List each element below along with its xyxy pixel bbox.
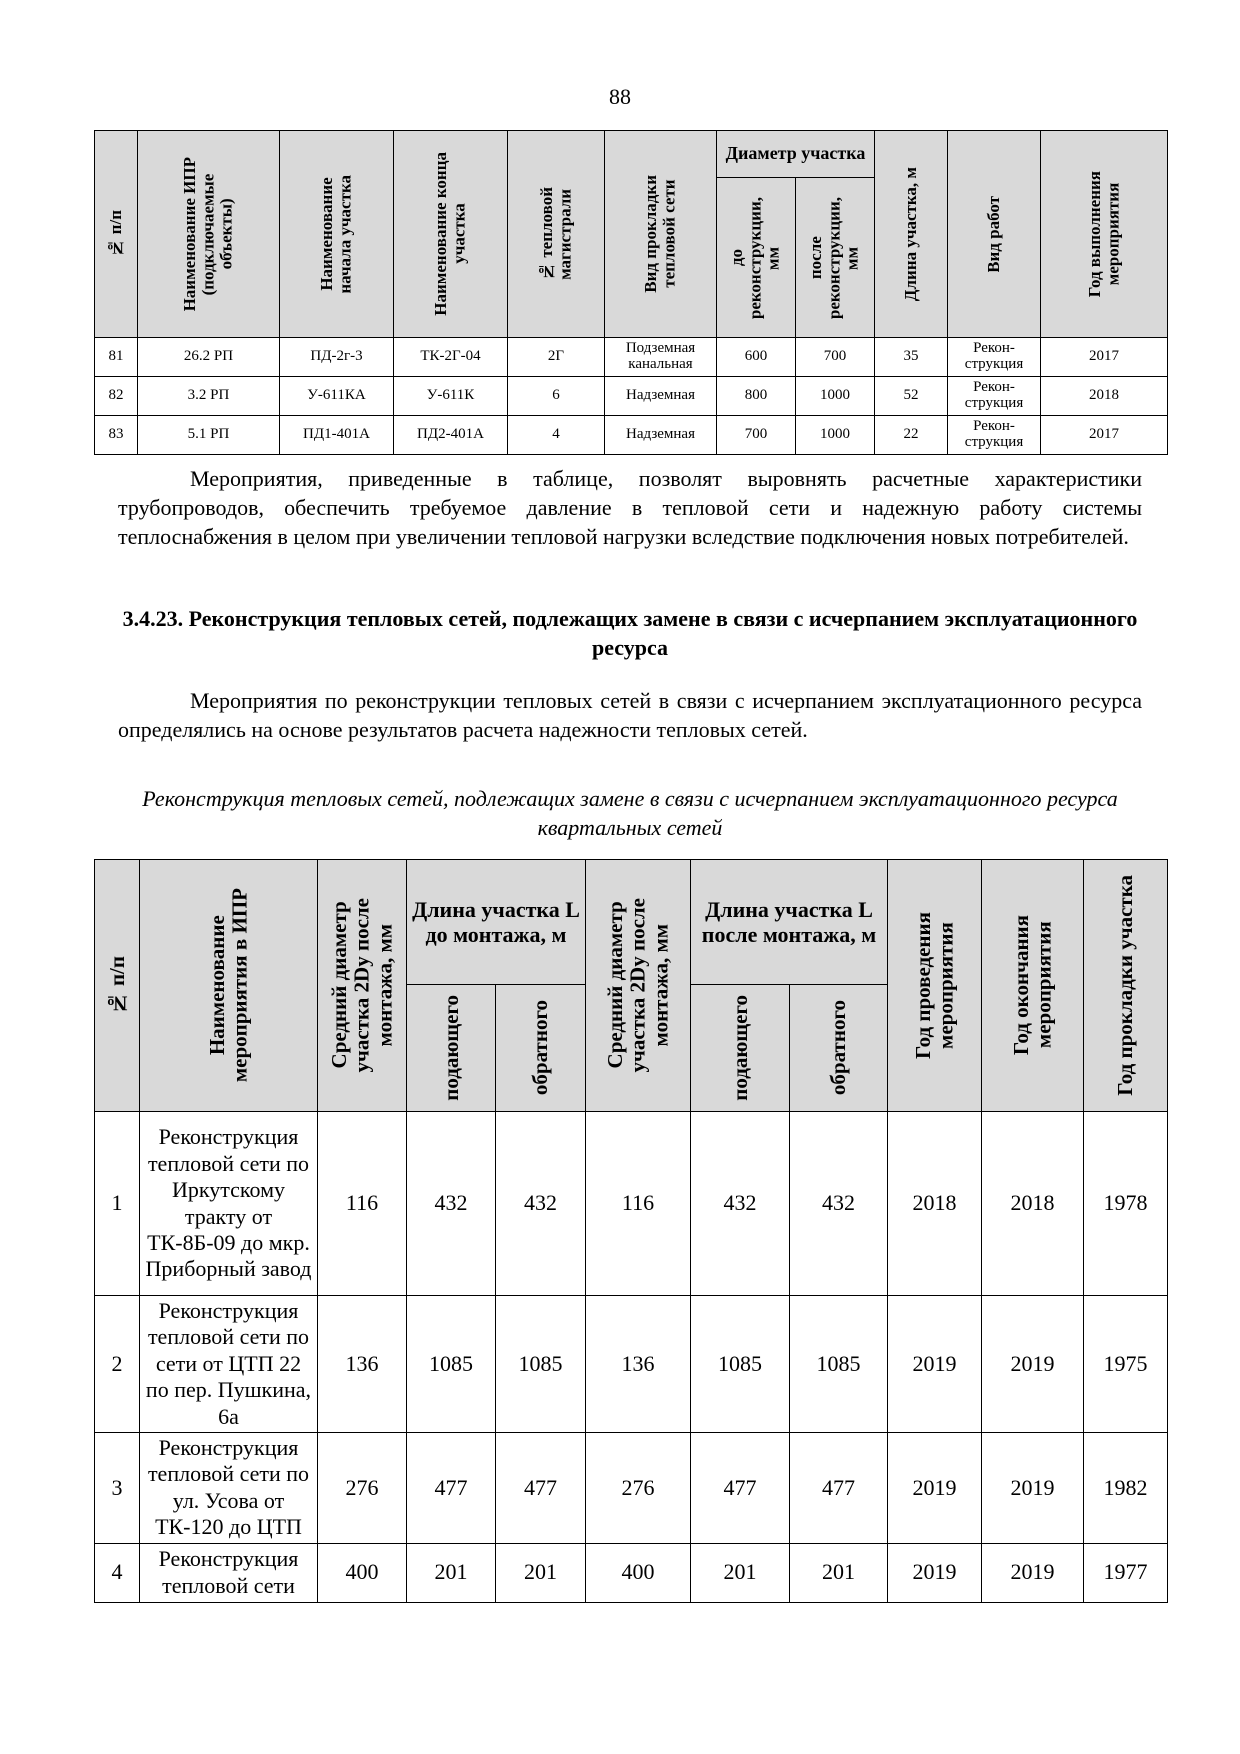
cell-before: 600 <box>717 338 796 377</box>
cell-end: ТК-2Г-04 <box>394 338 508 377</box>
cell-year-laying: 1978 <box>1084 1112 1168 1296</box>
cell-main: 2Г <box>508 338 605 377</box>
cell-year-laying: 1975 <box>1084 1296 1168 1433</box>
header-supply-before: подающего <box>407 985 496 1112</box>
header-diameter-group: Диаметр участка <box>717 131 875 178</box>
cell-num: 1 <box>95 1112 140 1296</box>
cell-start: У-611КА <box>280 377 394 416</box>
cell-main: 4 <box>508 416 605 455</box>
cell-laying: Надземная <box>605 416 717 455</box>
cell-ipr: 5.1 РП <box>138 416 280 455</box>
cell-return-after: 1085 <box>790 1296 888 1433</box>
cell-diam-after: 136 <box>586 1296 691 1433</box>
cell-return-before: 477 <box>496 1432 586 1543</box>
header-num: № п/п <box>95 131 138 338</box>
table-row <box>95 377 1168 416</box>
header-len-before-group: Длина участка L до монтажа, м <box>407 860 586 985</box>
cell-num: 4 <box>95 1543 140 1602</box>
header-ipr: Наименование ИПР (подключаемые объекты) <box>138 131 280 338</box>
cell-start: ПД1-401А <box>280 416 394 455</box>
paragraph-2: Мероприятия по реконструкции тепловых сетей в связи с исчерпанием эксплуатационного ресурса определялись на основе результатов расчета надежности тепловых сетей. <box>118 688 1142 742</box>
table-row <box>95 1112 1168 1296</box>
cell-ipr: 26.2 РП <box>138 338 280 377</box>
cell-supply-after: 201 <box>691 1543 790 1602</box>
cell-name: Реконструкция тепловой сети по Иркутскому тракту от ТК-8Б-09 до мкр. Приборный завод <box>140 1112 318 1296</box>
header-len-after-group: Длина участка L после монтажа, м <box>691 860 888 985</box>
table-caption: Реконструкция тепловых сетей, подлежащих замене в связи с исчерпанием эксплуатационного ресурса квартальных сетей <box>142 786 1118 840</box>
cell-year-start: 2019 <box>888 1543 982 1602</box>
header-year: Год выполнения мероприятия <box>1041 131 1168 338</box>
header-start: Наименование начала участка <box>280 131 394 338</box>
cell-ipr: 3.2 РП <box>138 377 280 416</box>
cell-main: 6 <box>508 377 605 416</box>
cell-length: 22 <box>875 416 948 455</box>
cell-year: 2017 <box>1041 338 1168 377</box>
cell-length: 35 <box>875 338 948 377</box>
cell-supply-after: 1085 <box>691 1296 790 1433</box>
cell-laying: Надземная <box>605 377 717 416</box>
cell-return-before: 201 <box>496 1543 586 1602</box>
cell-work: Рекон-струкция <box>948 338 1041 377</box>
cell-year-start: 2019 <box>888 1296 982 1433</box>
header-year-start: Год проведения мероприятия <box>888 860 982 1112</box>
cell-year-start: 2018 <box>888 1112 982 1296</box>
cell-return-after: 432 <box>790 1112 888 1296</box>
cell-year-end: 2019 <box>982 1432 1084 1543</box>
header-work: Вид работ <box>948 131 1041 338</box>
cell-after: 1000 <box>796 416 875 455</box>
table-row <box>95 338 1168 377</box>
header-length: Длина участка, м <box>875 131 948 338</box>
header-supply-after: подающего <box>691 985 790 1112</box>
cell-num: 2 <box>95 1296 140 1433</box>
cell-diam-before: 276 <box>318 1432 407 1543</box>
table-row <box>95 1296 1168 1433</box>
cell-before: 800 <box>717 377 796 416</box>
cell-num: 3 <box>95 1432 140 1543</box>
cell-return-before: 432 <box>496 1112 586 1296</box>
header-diam-before: Средний диаметр участка 2Dу после монтажа, мм <box>318 860 407 1112</box>
cell-diam-before: 116 <box>318 1112 407 1296</box>
cell-num: 83 <box>95 416 138 455</box>
header-num: № п/п <box>95 860 140 1112</box>
cell-num: 82 <box>95 377 138 416</box>
cell-supply-before: 432 <box>407 1112 496 1296</box>
page-number: 88 <box>609 84 631 109</box>
cell-work: Рекон-струкция <box>948 377 1041 416</box>
header-return-after: обратного <box>790 985 888 1112</box>
cell-supply-before: 477 <box>407 1432 496 1543</box>
cell-start: ПД-2г-3 <box>280 338 394 377</box>
cell-year: 2017 <box>1041 416 1168 455</box>
cell-name: Реконструкция тепловой сети по сети от ЦТП 22 по пер. Пушкина, 6а <box>140 1296 318 1433</box>
cell-supply-before: 201 <box>407 1543 496 1602</box>
header-after: после реконструкции, мм <box>796 178 875 338</box>
header-return-before: обратного <box>496 985 586 1112</box>
header-year-end: Год окончания мероприятия <box>982 860 1084 1112</box>
header-year-laying: Год прокладки участка <box>1084 860 1168 1112</box>
cell-diam-after: 276 <box>586 1432 691 1543</box>
header-main: № тепловой магистрали <box>508 131 605 338</box>
cell-end: ПД2-401А <box>394 416 508 455</box>
header-end: Наименование конца участка <box>394 131 508 338</box>
cell-after: 1000 <box>796 377 875 416</box>
cell-diam-after: 400 <box>586 1543 691 1602</box>
cell-num: 81 <box>95 338 138 377</box>
cell-year-laying: 1977 <box>1084 1543 1168 1602</box>
cell-supply-before: 1085 <box>407 1296 496 1433</box>
cell-length: 52 <box>875 377 948 416</box>
cell-name: Реконструкция тепловой сети <box>140 1543 318 1602</box>
cell-year-start: 2019 <box>888 1432 982 1543</box>
cell-year-end: 2019 <box>982 1296 1084 1433</box>
header-laying: Вид прокладки тепловой сети <box>605 131 717 338</box>
cell-return-after: 201 <box>790 1543 888 1602</box>
cell-name: Реконструкция тепловой сети по ул. Усова от ТК-120 до ЦТП <box>140 1432 318 1543</box>
cell-year: 2018 <box>1041 377 1168 416</box>
section-heading: 3.4.23. Реконструкция тепловых сетей, подлежащих замене в связи с исчерпанием эксплуатационного ресурса <box>122 606 1138 660</box>
cell-year-end: 2018 <box>982 1112 1084 1296</box>
header-before: до реконструкции, мм <box>717 178 796 338</box>
table-row <box>95 416 1168 455</box>
table-row <box>95 1432 1168 1543</box>
cell-year-end: 2019 <box>982 1543 1084 1602</box>
cell-supply-after: 432 <box>691 1112 790 1296</box>
network-reconstruction-table <box>94 859 1168 1603</box>
cell-return-before: 1085 <box>496 1296 586 1433</box>
cell-after: 700 <box>796 338 875 377</box>
cell-work: Рекон-струкция <box>948 416 1041 455</box>
cell-year-laying: 1982 <box>1084 1432 1168 1543</box>
header-name: Наименование мероприятия в ИПР <box>140 860 318 1112</box>
cell-diam-after: 116 <box>586 1112 691 1296</box>
cell-diam-before: 400 <box>318 1543 407 1602</box>
cell-laying: Подземная канальная <box>605 338 717 377</box>
paragraph-1: Мероприятия, приведенные в таблице, позволят выровнять расчетные характеристики трубопроводов, обеспечить требуемое давление в тепловой сети и надежную работу системы теплоснабжения в целом при увеличении тепловой нагрузки вследствие подключения новых потребителей. <box>118 466 1142 549</box>
cell-before: 700 <box>717 416 796 455</box>
cell-supply-after: 477 <box>691 1432 790 1543</box>
cell-diam-before: 136 <box>318 1296 407 1433</box>
header-diam-after: Средний диаметр участка 2Dу после монтажа, мм <box>586 860 691 1112</box>
table-row <box>95 1543 1168 1602</box>
cell-return-after: 477 <box>790 1432 888 1543</box>
pipeline-reconstruction-table <box>94 130 1168 455</box>
cell-end: У-611К <box>394 377 508 416</box>
